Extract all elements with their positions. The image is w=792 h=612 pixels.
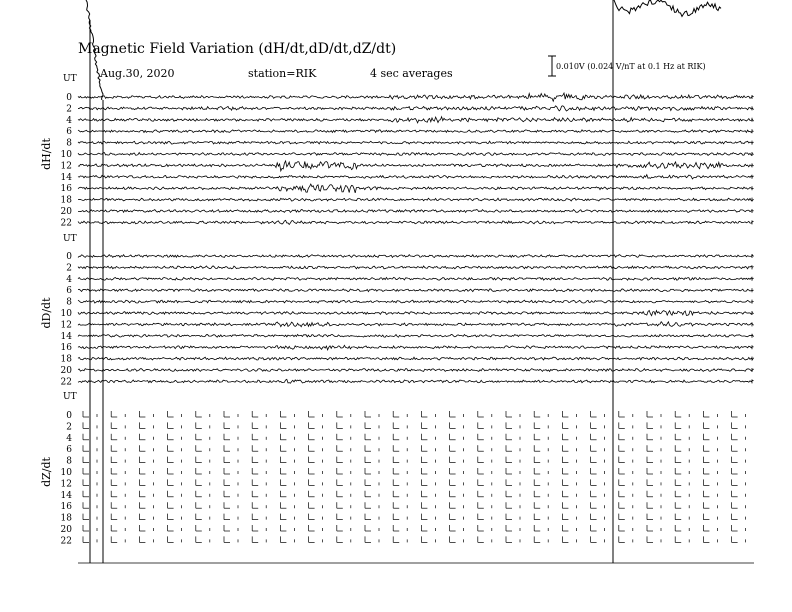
trace-line bbox=[78, 153, 754, 156]
hour-label: 22 bbox=[60, 536, 72, 547]
hour-label: 12 bbox=[60, 320, 72, 331]
trace-line bbox=[78, 255, 754, 258]
station-label: station=RIK bbox=[248, 67, 317, 80]
trace-line bbox=[78, 161, 754, 171]
trace-line bbox=[78, 277, 754, 280]
hour-label: 10 bbox=[60, 468, 72, 478]
averaging-label: 4 sec averages bbox=[370, 67, 453, 80]
ut-label: UT bbox=[63, 392, 77, 402]
panel-dh-dt bbox=[40, 74, 754, 228]
hour-label: 2 bbox=[66, 422, 72, 433]
hour-label: 2 bbox=[66, 104, 72, 115]
hour-label: 20 bbox=[60, 207, 72, 217]
trace-line bbox=[78, 266, 754, 269]
overflow-trace-right bbox=[614, 0, 721, 16]
hour-label: 22 bbox=[60, 377, 72, 388]
hour-label: 6 bbox=[66, 445, 72, 456]
trace-line bbox=[78, 141, 754, 144]
hour-label: 12 bbox=[60, 161, 72, 172]
hour-label: 18 bbox=[60, 195, 72, 206]
hour-label: 22 bbox=[60, 218, 72, 229]
date-label: Aug.30, 2020 bbox=[100, 67, 175, 80]
trace-line bbox=[78, 300, 754, 303]
trace-line bbox=[78, 369, 754, 372]
trace-line bbox=[78, 130, 754, 133]
hour-label: 14 bbox=[60, 172, 72, 183]
trace-line bbox=[78, 334, 754, 337]
hour-label: 0 bbox=[66, 252, 72, 262]
component-label: dH/dt bbox=[40, 138, 53, 170]
trace-line bbox=[78, 184, 754, 193]
hour-label: 10 bbox=[60, 150, 72, 160]
trace-line bbox=[78, 345, 754, 350]
scale-bar bbox=[548, 56, 706, 76]
hour-label: 6 bbox=[66, 286, 72, 297]
hour-label: 2 bbox=[66, 263, 72, 274]
trace-line bbox=[78, 175, 754, 179]
trace-line bbox=[78, 93, 754, 101]
hour-label: 20 bbox=[60, 366, 72, 376]
hour-label: 16 bbox=[60, 184, 72, 195]
ut-label: UT bbox=[63, 74, 77, 84]
hour-label: 4 bbox=[66, 433, 72, 444]
hour-label: 4 bbox=[66, 115, 72, 126]
panels bbox=[40, 74, 754, 563]
hour-label: 8 bbox=[66, 297, 72, 308]
trace-line bbox=[78, 220, 754, 224]
trace-line bbox=[78, 322, 754, 327]
trace-line bbox=[78, 106, 754, 111]
chart-title: Magnetic Field Variation (dH/dt,dD/dt,dZ/dt) bbox=[78, 41, 397, 57]
hour-label: 16 bbox=[60, 502, 72, 513]
hour-label: 10 bbox=[60, 309, 72, 319]
hour-label: 0 bbox=[66, 411, 72, 421]
trace-line bbox=[78, 210, 754, 213]
trace-line bbox=[78, 289, 754, 292]
trace-line bbox=[78, 198, 754, 201]
panel-dz-dt bbox=[40, 392, 746, 546]
hour-label: 4 bbox=[66, 274, 72, 285]
trace-line bbox=[78, 117, 754, 123]
hour-label: 6 bbox=[66, 127, 72, 138]
hour-label: 8 bbox=[66, 456, 72, 467]
trace-line bbox=[78, 357, 754, 360]
hour-label: 20 bbox=[60, 525, 72, 535]
scale-bar-label: 0.010V (0.024 V/nT at 0.1 Hz at RIK) bbox=[556, 62, 706, 71]
hour-label: 16 bbox=[60, 343, 72, 354]
hour-label: 14 bbox=[60, 490, 72, 501]
hour-label: 18 bbox=[60, 354, 72, 365]
ut-label: UT bbox=[63, 234, 77, 244]
overlay-traces bbox=[86, 0, 721, 563]
trace-line bbox=[78, 310, 754, 315]
hour-label: 14 bbox=[60, 331, 72, 342]
hour-label: 8 bbox=[66, 138, 72, 149]
trace-line bbox=[78, 379, 754, 383]
hour-label: 0 bbox=[66, 93, 72, 103]
hour-label: 12 bbox=[60, 479, 72, 490]
component-label: dZ/dt bbox=[40, 457, 53, 487]
component-label: dD/dt bbox=[40, 297, 53, 329]
panel-dd-dt bbox=[40, 234, 754, 387]
hour-label: 18 bbox=[60, 513, 72, 524]
